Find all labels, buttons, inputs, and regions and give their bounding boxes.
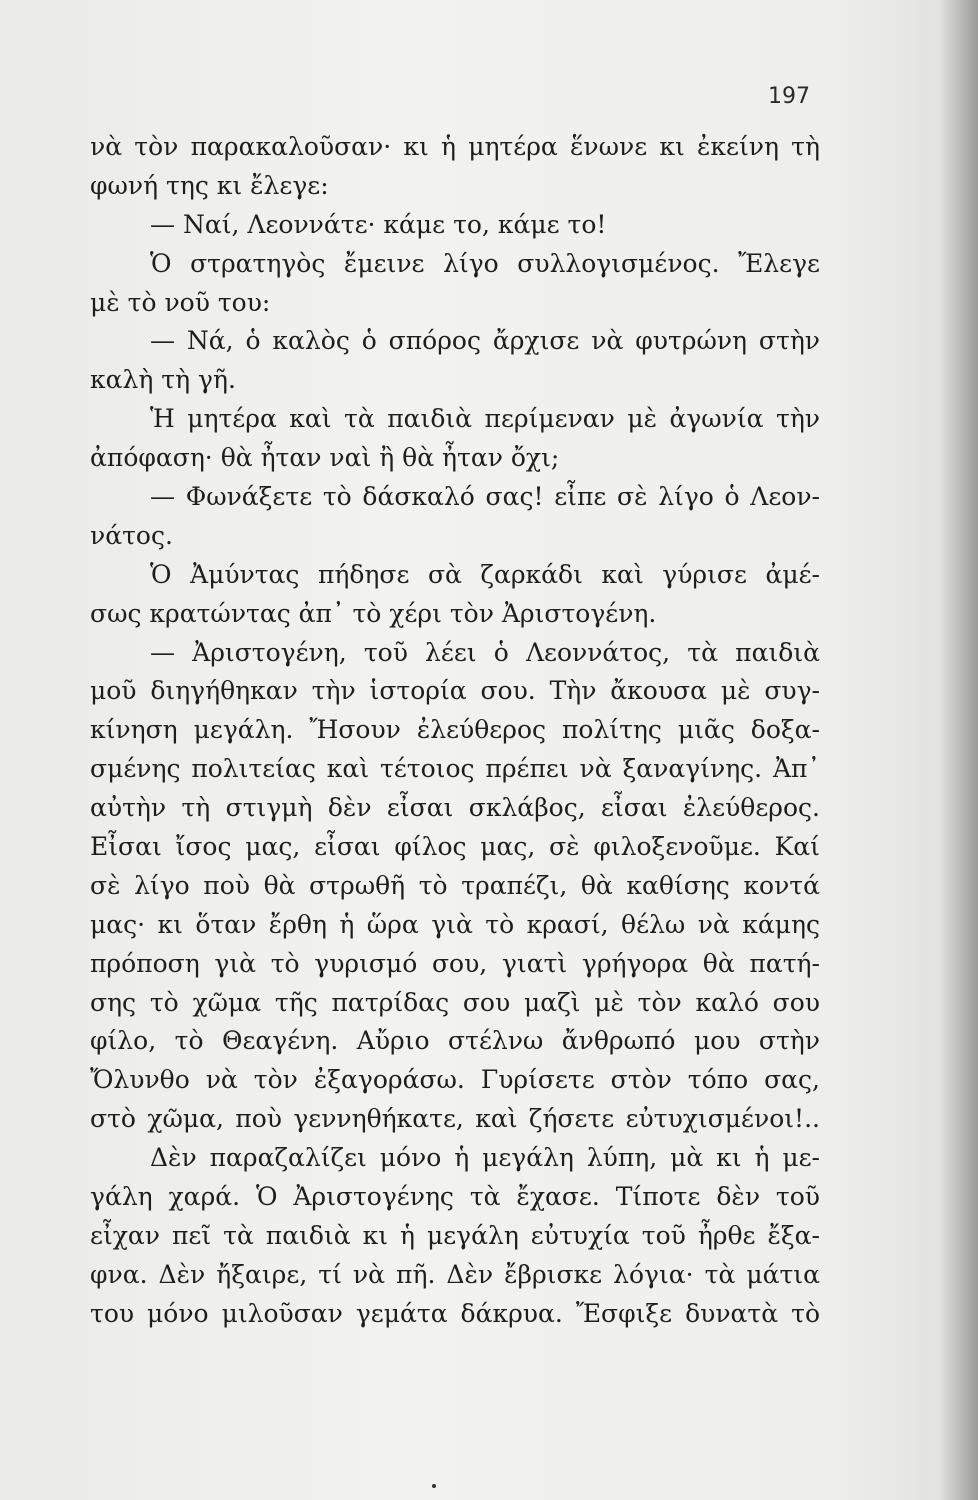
text-line: πρόποση γιὰ τὸ γυρισμό σου, γιατὶ γρήγορα θὰ πατή-	[90, 948, 820, 978]
text-line: μας· κι ὅταν ἔρθη ἡ ὥρα γιὰ τὸ κρασί, θέλω νὰ κάμης	[90, 909, 820, 939]
text-line: καλὴ τὴ γῆ.	[90, 365, 236, 395]
text-line: μὲ τὸ νοῦ του:	[90, 287, 271, 317]
text-line: Ὁ Ἀμύντας πήδησε σὰ ζαρκάδι καὶ γύρισε ἀμέ-	[150, 559, 820, 589]
text-line: φνα. Δὲν ἤξαιρε, τί νὰ πῆ. Δὲν ἔβρισκε λόγια· τὰ μάτια	[90, 1259, 820, 1289]
text-line: — Φωνάξετε τὸ δάσκαλό σας! εἶπε σὲ λίγο ὁ Λεον-	[150, 482, 820, 512]
text-line: — Νά, ὁ καλὸς ὁ σπόρος ἄρχισε νὰ φυτρώνη στὴν	[150, 326, 820, 356]
text-line: σως κρατώντας ἀπ᾽ τὸ χέρι τὸν Ἀριστογένη.	[90, 598, 657, 628]
body-text	[90, 128, 820, 1334]
page-number: 197	[768, 84, 810, 109]
text-line: νὰ τὸν παρακαλοῦσαν· κι ἡ μητέρα ἕνωνε κι ἐκείνη τὴ	[90, 132, 820, 161]
text-line: στὸ χῶμα, ποὺ γεννηθήκατε, καὶ ζήσετε εὐτυχισμένοι!..	[90, 1104, 820, 1134]
text-line: Ὁ στρατηγὸς ἔμεινε λίγο συλλογισμένος. Ἔλεγε	[150, 248, 820, 278]
text-line: γάλη χαρά. Ὁ Ἀριστογένης τὰ ἔχασε. Τίποτε δὲν τοῦ	[90, 1182, 820, 1212]
text-line: σὲ λίγο ποὺ θὰ στρωθῆ τὸ τραπέζι, θὰ καθίσης κοντά	[90, 870, 820, 900]
text-line: σης τὸ χῶμα τῆς πατρίδας σου μαζὶ μὲ τὸν καλό σου	[90, 987, 820, 1017]
text-line: — Ἀριστογένη, τοῦ λέει ὁ Λεοννάτος, τὰ παιδιὰ	[150, 637, 820, 667]
text-line: Ἡ μητέρα καὶ τὰ παιδιὰ περίμεναν μὲ ἀγωνία τὴν	[150, 404, 820, 434]
text-line: — Ναί, Λεοννάτε· κάμε το, κάμε το!	[150, 209, 607, 239]
text-line: νάτος.	[90, 520, 173, 550]
text-line: Δὲν παραζαλίζει μόνο ἡ μεγάλη λύπη, μὰ κι ἡ με-	[150, 1143, 820, 1173]
text-line: σμένης πολιτείας καὶ τέτοιος πρέπει νὰ ξαναγίνης. Ἀπ᾽	[90, 754, 820, 784]
text-line: αὐτὴν τὴ στιγμὴ δὲν εἶσαι σκλάβος, εἶσαι ἐλεύθερος.	[90, 793, 820, 823]
text-line: ἀπόφαση· θὰ ἦταν ναὶ ἢ θὰ ἦταν ὄχι;	[90, 443, 560, 473]
text-line: Ὄλυνθο νὰ τὸν ἐξαγοράσω. Γυρίσετε στὸν τόπο σας,	[90, 1065, 820, 1095]
text-line: κίνηση μεγάλη. Ἤσουν ἐλεύθερος πολίτης μιᾶς δοξα-	[90, 715, 820, 745]
text-line: μοῦ διηγήθηκαν τὴν ἱστορία σου. Τὴν ἄκουσα μὲ συγ-	[90, 676, 820, 706]
text-line: φίλο, τὸ Θεαγένη. Αὔριο στέλνω ἄνθρωπό μου στὴν	[90, 1026, 820, 1056]
text-line: του μόνο μιλοῦσαν γεμάτα δάκρυα. Ἔσφιξε δυνατὰ τὸ	[90, 1298, 820, 1328]
ink-speck	[432, 1484, 436, 1488]
text-line: εἶχαν πεῖ τὰ παιδιὰ κι ἡ μεγάλη εὐτυχία τοῦ ἦρθε ἔξα-	[90, 1220, 820, 1250]
text-line: Εἶσαι ἴσος μας, εἶσαι φίλος μας, σὲ φιλοξενοῦμε. Καί	[90, 832, 820, 862]
text-line: φωνή της κι ἔλεγε:	[90, 170, 329, 200]
